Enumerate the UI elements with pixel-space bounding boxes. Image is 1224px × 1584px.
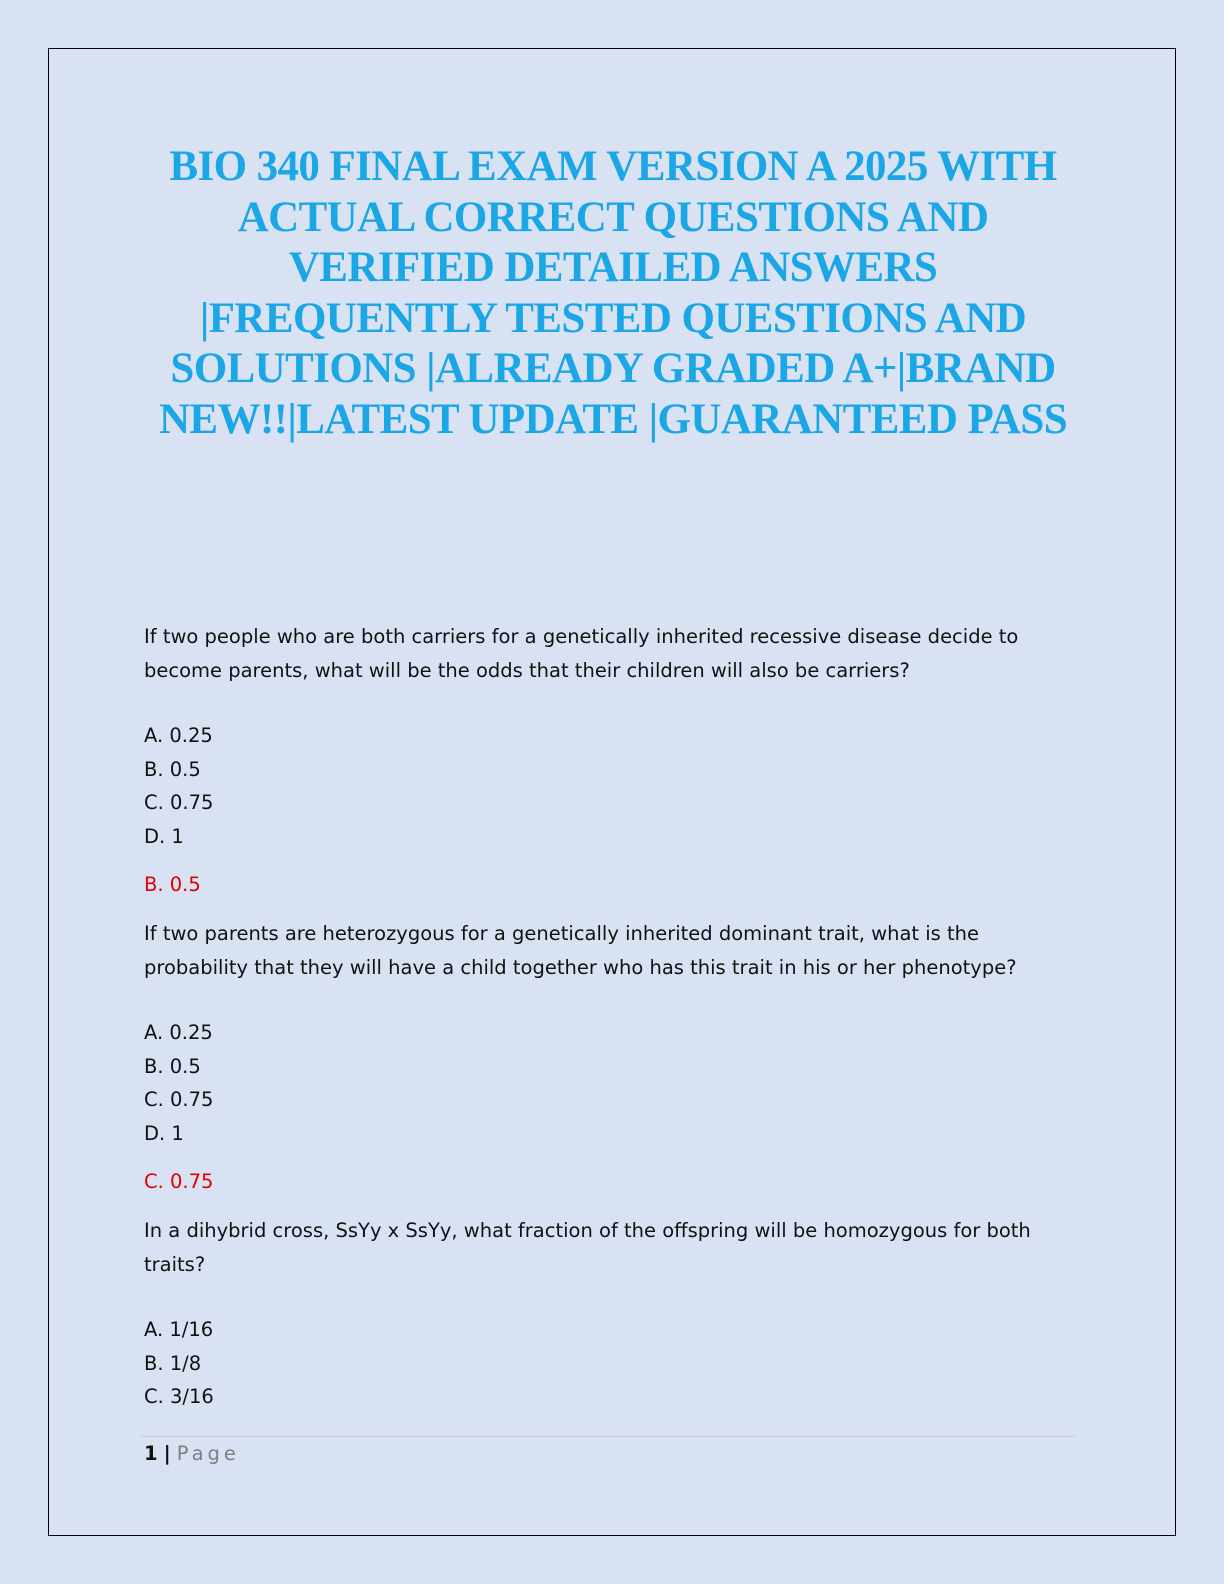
- question-block-1: [144, 620, 1074, 902]
- page-label: Page: [176, 1442, 240, 1465]
- options-list: [144, 719, 1074, 853]
- option-c: C. 0.75: [144, 791, 214, 814]
- option-b: B. 0.5: [144, 757, 201, 781]
- question-block-2: [144, 917, 1074, 1199]
- footer-separator: |: [163, 1442, 171, 1465]
- page-number: 1: [144, 1442, 158, 1465]
- correct-answer: C. 0.75: [144, 1170, 214, 1193]
- option-a: A. 0.25: [144, 1021, 213, 1044]
- option-b: B. 0.5: [144, 1054, 201, 1078]
- question-text: In a dihybrid cross, SsYy x SsYy, what fraction of the offspring will be homozygous for both traits?: [144, 1219, 1031, 1276]
- options-list: [144, 1016, 1074, 1150]
- option-d: D. 1: [144, 824, 184, 848]
- option-a: A. 1/16: [144, 1318, 214, 1341]
- correct-answer: B. 0.5: [144, 873, 201, 896]
- option-a: A. 0.25: [144, 724, 213, 747]
- option-d: D. 1: [144, 1121, 184, 1145]
- option-c: C. 0.75: [144, 1088, 214, 1111]
- options-list: [144, 1313, 1074, 1414]
- page-footer: [144, 1440, 240, 1468]
- document-body: [144, 620, 1074, 1414]
- footer-divider: [140, 1436, 1075, 1437]
- option-b: B. 1/8: [144, 1351, 202, 1375]
- question-block-3: [144, 1214, 1074, 1414]
- question-text: If two people who are both carriers for a genetically inherited recessive disease decide to become parents, what will be the odds that their children will also be carriers?: [144, 625, 1019, 682]
- question-text: If two parents are heterozygous for a genetically inherited dominant trait, what is the probability that they will have a child together who has this trait in his or her phenotype?: [144, 922, 1017, 979]
- option-c: C. 3/16: [144, 1385, 214, 1408]
- document-title: BIO 340 FINAL EXAM VERSION A 2025 WITH ACTUAL CORRECT QUESTIONS AND VERIFIED DETAILED ANSWERS |FREQUENTLY TESTED QUESTIONS AND SOLUTIONS |ALREADY GRADED A+|BRAND NEW!!|LATEST UPDATE |GUARANTEED PASS: [158, 143, 1068, 443]
